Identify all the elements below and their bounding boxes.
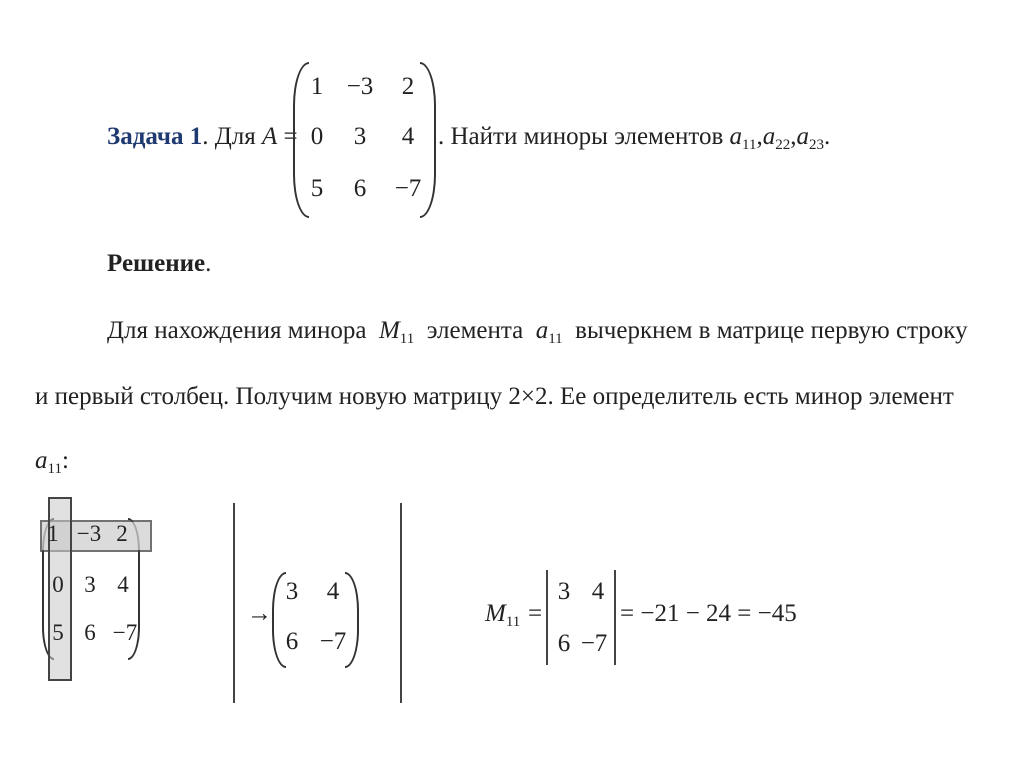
sub-cell: 6 — [285, 628, 299, 655]
line1-text-a: Для нахождения минора — [107, 317, 367, 344]
result-equals: = — [528, 600, 543, 627]
crossed-cell: −3 — [76, 521, 102, 546]
sub-cell: −7 — [319, 628, 347, 655]
solution-heading-dot: . — [205, 250, 212, 277]
det-cell: −7 — [580, 630, 608, 657]
sub-cell: 4 — [326, 578, 340, 605]
matrix-cell: 4 — [401, 123, 415, 150]
crossed-cell: 4 — [117, 572, 129, 597]
det-cell: 6 — [557, 630, 571, 657]
crossed-cell: 2 — [116, 521, 128, 546]
matrix-cell: 1 — [310, 73, 324, 100]
arrow-icon: → — [247, 600, 272, 627]
crossed-cell: 5 — [52, 620, 64, 645]
solution-heading-text: Решение — [107, 250, 206, 277]
period: . — [823, 123, 831, 150]
divider-line — [400, 503, 402, 703]
task-after-text: . Найти миноры элементов — [438, 123, 724, 150]
task-continuation — [438, 123, 830, 154]
result-minor-symbol: $M_{11}$ — [485, 600, 521, 630]
matrix-cell: 2 — [401, 73, 415, 100]
comma: , — [756, 123, 763, 150]
matrix-cell: 0 — [310, 123, 324, 150]
divider-line — [233, 503, 235, 703]
crossed-cell: 6 — [84, 620, 96, 645]
task-label: Задача 1 — [107, 123, 203, 150]
result-calculation: = −21 − 24 = −45 — [620, 600, 797, 627]
det-cell: 4 — [591, 578, 605, 605]
element-a11-inline: $a_{11}$ — [535, 317, 563, 347]
task-for-text: . Для — [202, 123, 256, 150]
sub-cell: 3 — [285, 578, 299, 605]
matrix-cell: 6 — [353, 175, 367, 202]
equals-sign: = — [283, 123, 298, 150]
crossed-cell: 3 — [84, 572, 96, 597]
solution-heading — [107, 250, 211, 278]
crossed-cell: −7 — [112, 620, 138, 645]
crossed-cell: 1 — [47, 521, 59, 546]
det-cell: 3 — [557, 578, 571, 605]
element-a22: $a_{22}$ — [762, 123, 791, 153]
element-a11-line3: $a_{11}$ — [35, 447, 62, 477]
matrix-cell: −3 — [346, 73, 374, 100]
colon: : — [61, 447, 69, 474]
crossed-cell: 0 — [52, 572, 64, 597]
solution-line-1 — [107, 317, 968, 348]
line1-text-b: элемента — [426, 317, 524, 344]
solution-line-3 — [35, 447, 69, 478]
element-a23: $a_{23}$ — [796, 123, 824, 153]
element-a11: $a_{11}$ — [729, 123, 757, 153]
minor-m11: $M_{11}$ — [378, 317, 415, 347]
solution-line-2: и первый столбец. Получим новую матрицу 2×2. Ее определитель есть минор элемент — [35, 383, 954, 410]
line1-text-c: вычеркнем в матрице первую строку — [575, 317, 968, 344]
comma: , — [790, 123, 797, 150]
matrix-cell: −7 — [394, 175, 422, 202]
matrix-cell: 5 — [310, 175, 324, 202]
matrix-cell: 3 — [353, 123, 367, 150]
matrix-name: A — [261, 123, 278, 150]
task-statement — [107, 123, 298, 151]
